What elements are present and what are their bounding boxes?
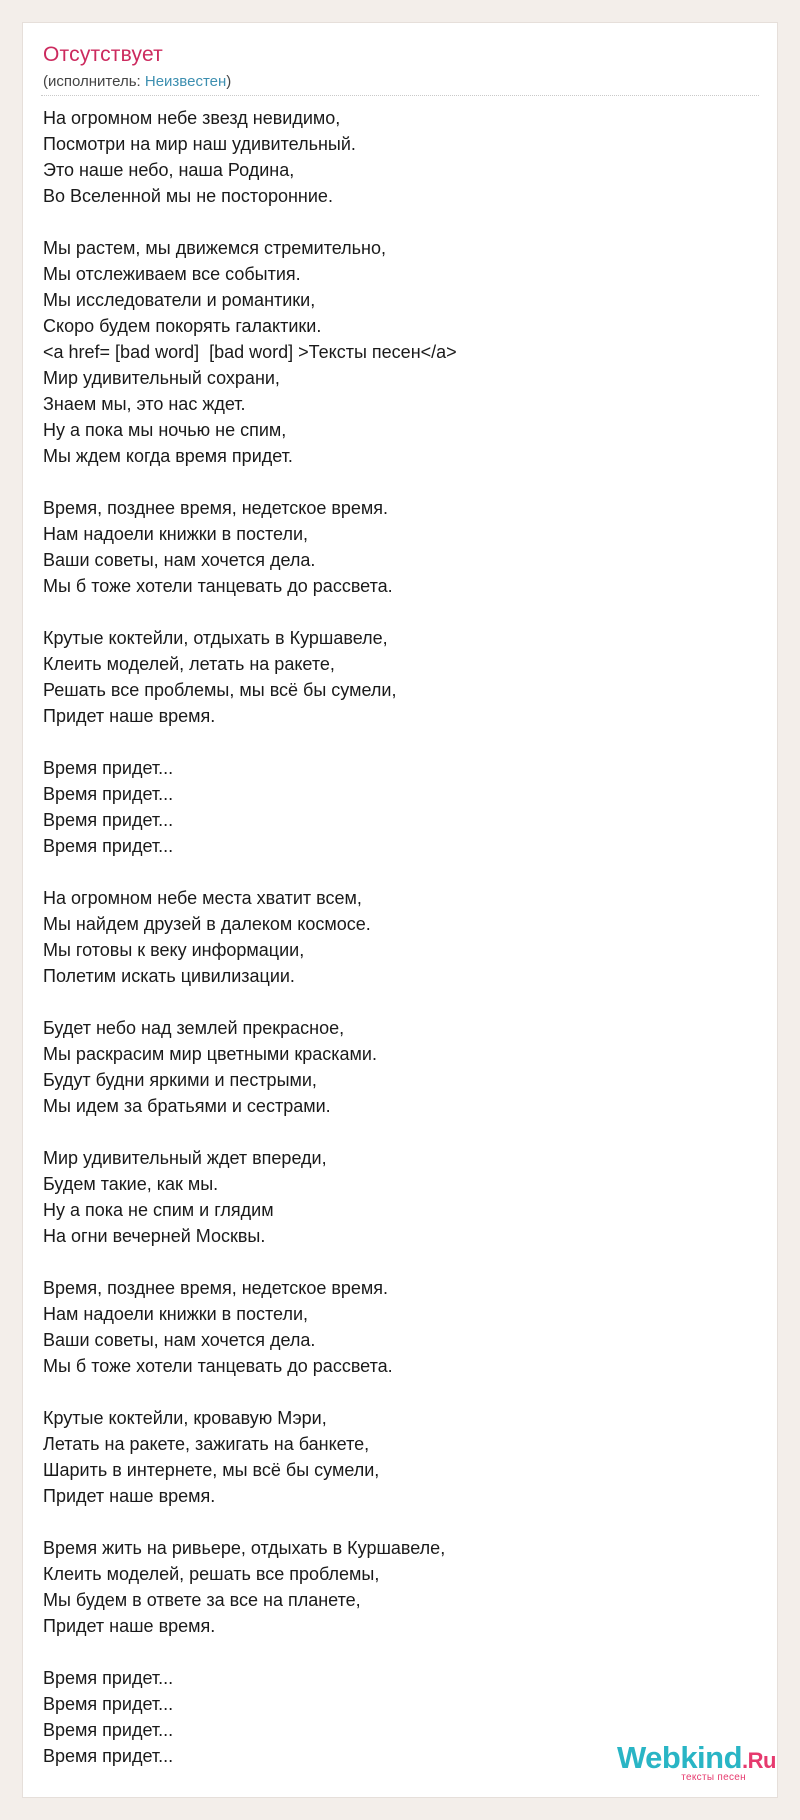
lyric-line: Мир удивительный ждет впереди, — [43, 1148, 327, 1168]
lyric-line: Во Вселенной мы не посторонние. — [43, 186, 333, 206]
lyric-line: На огни вечерней Москвы. — [43, 1226, 266, 1246]
lyric-line: Мы раскрасим мир цветными красками. — [43, 1044, 377, 1064]
lyric-line: Ваши советы, нам хочется дела. — [43, 550, 316, 570]
site-logo[interactable] — [576, 1740, 776, 1783]
lyric-line: Время придет... — [43, 810, 174, 830]
lyric-line: Клеить моделей, решать все проблемы, — [43, 1564, 380, 1584]
lyric-line: Мы будем в ответе за все на планете, — [43, 1590, 361, 1610]
lyric-line: Мы ждем когда время придет. — [43, 446, 293, 466]
lyrics-stanza — [43, 235, 743, 469]
lyric-line: Время придет... — [43, 836, 174, 856]
lyric-line: Придет наше время. — [43, 1616, 216, 1636]
lyric-line: Будет небо над землей прекрасное, — [43, 1018, 345, 1038]
lyrics-stanza — [43, 755, 743, 859]
lyrics-stanza — [43, 1015, 743, 1119]
song-title: Отсутствует — [43, 43, 163, 66]
lyric-line: Мы исследователи и романтики, — [43, 290, 316, 310]
lyrics-card — [22, 22, 778, 1798]
lyric-line: Придет наше время. — [43, 1486, 216, 1506]
lyric-line: Летать на ракете, зажигать на банкете, — [43, 1434, 370, 1454]
artist-prefix: (исполнитель: — [43, 73, 145, 90]
lyric-line: Придет наше время. — [43, 706, 216, 726]
lyrics-stanza — [43, 885, 743, 989]
lyrics-stanza — [43, 105, 743, 209]
lyric-line: Решать все проблемы, мы всё бы сумели, — [43, 680, 397, 700]
logo-wordmark — [617, 1740, 776, 1776]
lyric-line: Это наше небо, наша Родина, — [43, 160, 295, 180]
lyrics-body — [43, 105, 743, 1795]
logo-name: Webkind — [616, 1740, 743, 1775]
lyric-line: Время, позднее время, недетское время. — [43, 1278, 389, 1298]
lyric-line: <a href= [bad word] [bad word] >Тексты песен</a> — [43, 342, 457, 362]
lyric-line: Мы б тоже хотели танцевать до рассвета. — [43, 576, 393, 596]
lyric-line: Мы б тоже хотели танцевать до рассвета. — [43, 1356, 393, 1376]
lyric-line: Полетим искать цивилизации. — [43, 966, 295, 986]
lyric-line: Мир удивительный сохрани, — [43, 368, 280, 388]
lyric-line: Время, позднее время, недетское время. — [43, 498, 389, 518]
lyrics-stanza — [43, 1275, 743, 1379]
lyric-line: Время придет... — [43, 1694, 174, 1714]
lyric-line: Ну а пока не спим и глядим — [43, 1200, 274, 1220]
lyrics-stanza — [43, 1405, 743, 1509]
lyric-line: На огромном небе звезд невидимо, — [43, 108, 341, 128]
artist-line — [43, 73, 231, 90]
lyric-line: Время придет... — [43, 1720, 174, 1740]
lyric-line: Время придет... — [43, 758, 174, 778]
lyric-line: Время придет... — [43, 1746, 174, 1766]
artist-suffix: ) — [226, 73, 232, 90]
lyrics-stanza — [43, 625, 743, 729]
lyric-line: Будут будни яркими и пестрыми, — [43, 1070, 317, 1090]
lyrics-stanza — [43, 1535, 743, 1639]
lyric-line: Шарить в интернете, мы всё бы сумели, — [43, 1460, 380, 1480]
lyric-line: Мы идем за братьями и сестрами. — [43, 1096, 331, 1116]
lyric-line: На огромном небе места хватит всем, — [43, 888, 362, 908]
lyric-line: Скоро будем покорять галактики. — [43, 316, 322, 336]
lyric-line: Знаем мы, это нас ждет. — [43, 394, 246, 414]
lyric-line: Время придет... — [43, 1668, 174, 1688]
lyric-line: Время жить на ривьере, отдыхать в Куршавеле, — [43, 1538, 446, 1558]
lyric-line: Мы готовы к веку информации, — [43, 940, 305, 960]
lyric-line: Мы отслеживаем все события. — [43, 264, 301, 284]
lyric-line: Клеить моделей, летать на ракете, — [43, 654, 335, 674]
logo-tld: .Ru — [742, 1748, 776, 1773]
artist-link[interactable]: Неизвестен — [144, 73, 227, 90]
lyric-line: Мы найдем друзей в далеком космосе. — [43, 914, 371, 934]
lyric-line: Нам надоели книжки в постели, — [43, 524, 308, 544]
lyric-line: Нам надоели книжки в постели, — [43, 1304, 308, 1324]
lyrics-stanza — [43, 495, 743, 599]
logo-tagline: тексты песен — [681, 1772, 746, 1783]
lyric-line: Ну а пока мы ночью не спим, — [43, 420, 287, 440]
lyric-line: Посмотри на мир наш удивительный. — [43, 134, 356, 154]
lyric-line: Крутые коктейли, отдыхать в Куршавеле, — [43, 628, 388, 648]
lyrics-stanza — [43, 1145, 743, 1249]
lyric-line: Ваши советы, нам хочется дела. — [43, 1330, 316, 1350]
lyric-line: Будем такие, как мы. — [43, 1174, 219, 1194]
lyric-line: Время придет... — [43, 784, 174, 804]
lyric-line: Крутые коктейли, кровавую Мэри, — [43, 1408, 327, 1428]
title-divider — [41, 95, 759, 96]
lyric-line: Мы растем, мы движемся стремительно, — [43, 238, 386, 258]
